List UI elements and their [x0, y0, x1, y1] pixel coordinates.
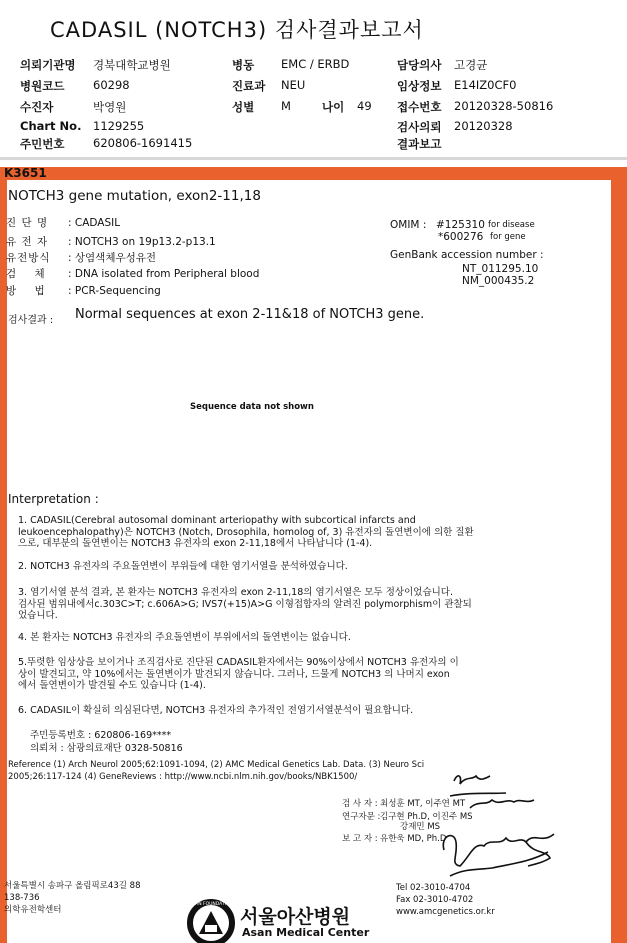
interpretation-item: [18, 561, 348, 573]
header-divider: [0, 157, 627, 160]
field-row: [6, 234, 216, 249]
reference-line: Reference (1) Arch Neurol 2005;62:1091-1094, (2) AMC Medical Genetics Lab. Data. (3) Neuro Sci: [8, 760, 425, 770]
contact: [396, 882, 495, 918]
header-value: E14IZ0CF0: [454, 78, 517, 92]
hospital-name-korean: 서울아산병원: [240, 906, 351, 928]
header-label: 담당의사: [397, 58, 442, 72]
field-colon: :: [68, 285, 75, 297]
header-value: 20120328: [454, 119, 513, 133]
signature-scribble: [454, 776, 490, 784]
address: [4, 880, 140, 916]
result-text: Normal sequences at exon 2-11&18 of NOTCH3 gene.: [75, 307, 425, 322]
header-value: NEU: [281, 78, 306, 92]
field-row: [6, 283, 161, 298]
signer-label: 검 사 자 :: [342, 799, 378, 809]
field-colon: :: [68, 217, 75, 229]
signer-names: 최성훈 MT, 이주연 MT: [380, 799, 466, 809]
signer-names: 김구현 Ph.D, 이진주 MS: [380, 812, 473, 822]
field-value: CADASIL: [74, 217, 121, 229]
signature-scribble: [526, 842, 550, 866]
field-colon: :: [68, 268, 75, 280]
report-title: CADASIL (NOTCH3) 검사결과보고서: [50, 18, 424, 42]
interpretation-item: [18, 657, 459, 692]
header-label: 성별: [232, 100, 255, 114]
genbank-label: GenBank accession number :: [390, 249, 544, 261]
field-row: [6, 266, 259, 281]
report-code: K3651: [4, 166, 47, 180]
signer-names: 유한욱 MD, Ph.D: [380, 834, 447, 844]
header-value: EMC / ERBD: [281, 57, 350, 71]
interpretation-item: [18, 705, 413, 717]
interpretation-line: 2. NOTCH3 유전자의 주요돌연변이 부위들에 대한 염기서열을 분석하였습니다.: [18, 561, 348, 572]
header-label: 검사의뢰: [397, 120, 442, 134]
omim-disease-note: for disease: [488, 220, 535, 230]
reference-line: 2005;26:117-124 (4) GeneReviews : http://www.ncbi.nlm.nih.gov/books/NBK1500/: [8, 771, 358, 782]
header-label: 병원코드: [20, 79, 65, 93]
header-value: 20120328-50816: [454, 99, 554, 113]
header-label: 의뢰기관명: [20, 58, 76, 72]
header-value: 60298: [93, 78, 130, 92]
interpretation-line: 으로, 대부분의 돌연변이는 NOTCH3 유전자의 exon 2-11,18에서 나타납니다 (1-4).: [18, 538, 373, 549]
interpretation-line: 검사된 범위내에서c.303C>T; c.606A>G; IVS7(+15)A>G 이형접합자의 알려진 polymorphism이 관찰되: [18, 598, 472, 610]
website-link[interactable]: www.amcgenetics.or.kr: [396, 907, 495, 917]
field-label: 유전방식: [6, 252, 51, 264]
interpretation-title: Interpretation :: [8, 492, 99, 506]
interpretation-line: 3. 염기서열 분석 결과, 본 환자는 NOTCH3 유전자의 exon 2-11,18의 염기서열은 모두 정상이었습니다.: [18, 587, 453, 598]
header-label: 나이: [322, 100, 345, 114]
interpretation-line: 4. 본 환자는 NOTCH3 유전자의 주요돌연변이 부위에서의 돌연변이는 없습니다.: [18, 632, 351, 643]
resident-number: 주민등록번호 : 620806-169****: [30, 730, 172, 741]
header-label: 병동: [232, 58, 255, 72]
header-label: 임상정보: [397, 79, 442, 93]
asan-foundation-logo-icon: [186, 898, 236, 943]
field-label: 방 법: [6, 285, 46, 297]
references: [8, 760, 424, 783]
header-value: 경북대학교병원: [93, 58, 171, 72]
field-row: [6, 215, 120, 230]
field-value: DNA isolated from Peripheral blood: [74, 268, 260, 280]
interpretation-line: 었습니다.: [18, 610, 58, 621]
header-label: 주민번호: [20, 137, 65, 151]
field-label: 검 체: [6, 268, 46, 280]
signature-scribble: [443, 834, 554, 876]
omim-gene-note: for gene: [490, 232, 526, 242]
header-value: M: [281, 99, 291, 113]
card-border-right: [611, 180, 627, 943]
handwritten-signatures: [430, 772, 570, 882]
logo-ring-text: ASAN FOUNDATION: [189, 902, 233, 907]
interpretation-item: [18, 632, 351, 644]
field-value: NOTCH3 on 19p13.2-p13.1: [74, 236, 216, 248]
interpretation-line: leukoencephalopathy)은 NOTCH3 (Notch, Drosophila, homolog of, 3) 유전자의 돌연변이에 의한 질환: [18, 526, 474, 538]
header-label: 진료과: [232, 79, 266, 93]
interpretation-item: [18, 515, 474, 550]
field-row: [6, 250, 156, 265]
sequence-note: Sequence data not shown: [190, 402, 314, 412]
interpretation-line: 에서 돌연변이가 발견될 수도 있습니다 (1-4).: [18, 680, 206, 691]
requester: 의뢰처 : 삼광의료재단 0328-50816: [30, 743, 183, 754]
field-value: PCR-Sequencing: [74, 285, 161, 297]
signer-names: 강재민 MS: [400, 822, 441, 832]
hospital-name-english: Asan Medical Center: [242, 926, 370, 939]
fax: Fax 02-3010-4702: [396, 895, 474, 905]
signer-label: 보 고 자 :: [342, 834, 378, 844]
signer-label: 연구자문 :: [342, 812, 381, 822]
field-label: 진 단 명: [6, 217, 49, 229]
header-value: 고경균: [454, 58, 488, 72]
result-label: 검사결과 :: [8, 315, 54, 326]
header-label: 결과보고: [397, 137, 442, 151]
field-value: 상염색체우성유전: [74, 252, 157, 264]
header-value: 49: [357, 99, 372, 113]
genbank-accession: NT_011295.10: [462, 263, 539, 275]
address-line: 138-736: [4, 893, 40, 903]
phone: Tel 02-3010-4704: [396, 883, 471, 893]
omim-label: OMIM :: [390, 219, 427, 231]
header-value: 1129255: [93, 119, 145, 133]
interpretation-line: 1. CADASIL(Cerebral autosomal dominant arteriopathy with subcortical infarcts and: [18, 515, 416, 526]
report-code-bar: [0, 167, 627, 180]
interpretation-line: 상이 발견되고, 약 10%에서는 돌연변이가 발견되지 않습니다. 그러나, 드물게 NOTCH3 의 나머지 exon: [18, 668, 450, 680]
field-colon: :: [68, 252, 75, 264]
address-line: 의학유전학센터: [4, 905, 62, 915]
test-name: NOTCH3 gene mutation, exon2-11,18: [8, 188, 261, 204]
interpretation-line: 5.뚜렷한 임상상을 보이거나 조직검사로 진단된 CADASIL환자에서는 90%이상에서 NOTCH3 유전자의 이: [18, 657, 459, 668]
address-line: 서울특별시 송파구 올림픽로43길 88: [4, 881, 141, 891]
omim-gene-id: *600276: [438, 231, 484, 243]
header-value: 박영원: [93, 100, 127, 114]
signature-scribble: [450, 793, 534, 808]
genbank-accession: NM_000435.2: [462, 275, 535, 287]
header-label: Chart No.: [20, 119, 82, 133]
field-colon: :: [68, 236, 75, 248]
header-value: 620806-1691415: [93, 136, 193, 150]
field-label: 유 전 자: [6, 236, 49, 248]
header-label: 수진자: [20, 100, 54, 114]
interpretation-line: 6. CADASIL이 확실히 의심된다면, NOTCH3 유전자의 추가적인 전염기서열분석이 필요합니다.: [18, 705, 414, 716]
omim-disease-id: #125310: [436, 219, 485, 231]
header-label: 접수번호: [397, 100, 442, 114]
interpretation-item: [18, 587, 472, 622]
